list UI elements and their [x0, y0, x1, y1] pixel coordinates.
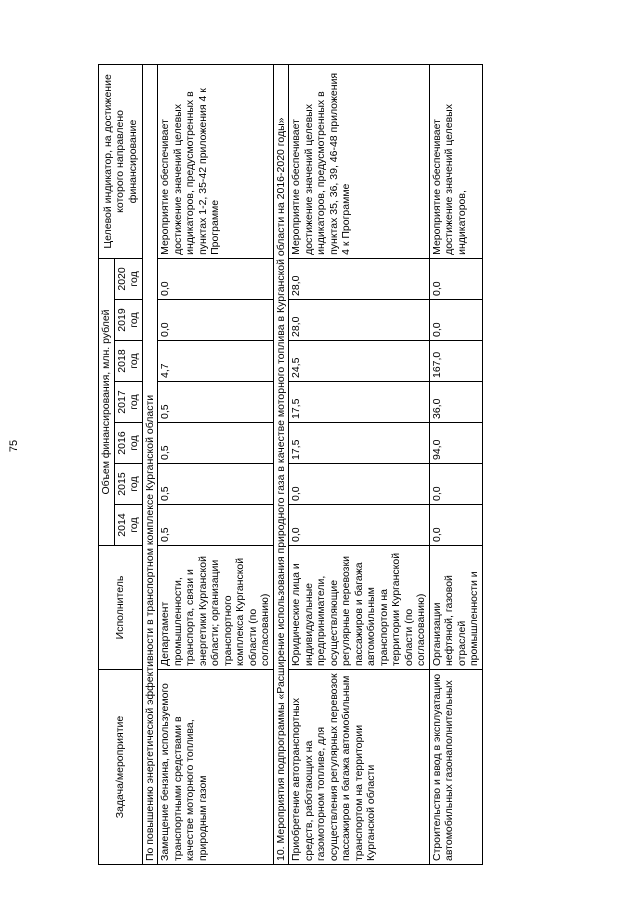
header-year: 2020 год	[114, 258, 142, 299]
value-cell: 0,0	[158, 258, 274, 299]
target-cell: Мероприятие обеспечивает достижение значений целевых индикаторов, предусмотренных в пунктах 35, 36, 39, 46-48 приложения 4 к Программе	[289, 64, 430, 258]
value-cell: 0,0	[429, 258, 482, 299]
header-task: Задача/мероприятие	[99, 670, 143, 865]
target-cell: Мероприятие обеспечивает достижение значений целевых индикаторов, предусмотренных в пунктах 1-2, 35-42 приложения 4 к Программе	[158, 64, 274, 258]
task-cell: Приобретение автотранспортных средств, работающих на газомоторном топливе, для осуществления регулярных перевозок пассажиров и багажа автомобильным транспортом на территории Курганской области	[289, 670, 430, 865]
header-year: 2018 год	[114, 341, 142, 382]
header-year: 2014 год	[114, 505, 142, 546]
header-year: 2017 год	[114, 382, 142, 423]
value-cell: 0,5	[158, 464, 274, 505]
value-cell: 0,0	[289, 464, 430, 505]
value-cell: 0,0	[289, 505, 430, 546]
header-executor: Исполнитель	[99, 546, 143, 670]
value-cell: 0,5	[158, 423, 274, 464]
header-year: 2019 год	[114, 300, 142, 341]
value-cell: 0,5	[158, 382, 274, 423]
header-year: 2015 год	[114, 464, 142, 505]
table-row	[429, 64, 482, 864]
value-cell: 17,5	[289, 382, 430, 423]
value-cell: 28,0	[289, 300, 430, 341]
header-financing: Объем финансирования, млн. рублей	[99, 258, 115, 545]
section-title: 10. Мероприятия подпрограммы «Расширение использования природного газа в качестве моторного топлива в Курганской области на 2016-2020 годы»	[273, 64, 289, 864]
value-cell: 0,0	[158, 300, 274, 341]
table-row	[158, 64, 274, 864]
page-number: 75	[8, 439, 20, 453]
section-row	[273, 64, 289, 864]
section-row	[142, 64, 158, 864]
executor-cell: Организации нефтяной, газовой отраслей промышленности и	[429, 546, 482, 670]
value-cell: 0,0	[429, 464, 482, 505]
header-target: Целевой индикатор, на достижение которого направлено финансирование	[99, 64, 143, 258]
value-cell: 28,0	[289, 258, 430, 299]
value-cell: 0,5	[158, 505, 274, 546]
header-year: 2016 год	[114, 423, 142, 464]
executor-cell: Юридические лица и индивидуальные предприниматели, осуществляющие регулярные перевозки пассажиров и багажа автомобильным транспортом на территории Курганской области (по согласованию)	[289, 546, 430, 670]
executor-cell: Департамент промышленности, транспорта, связи и энергетики Курганской области; организации транспортного комплекса Курганской области (по согласованию)	[158, 546, 274, 670]
financing-table	[98, 64, 483, 865]
value-cell: 167,0	[429, 341, 482, 382]
value-cell: 4,7	[158, 341, 274, 382]
section-title: По повышению энергетической эффективности в транспортном комплексе Курганской области	[142, 64, 158, 864]
value-cell: 36,0	[429, 382, 482, 423]
table-row	[289, 64, 430, 864]
target-cell: Мероприятие обеспечивает достижение значений целевых индикаторов,	[429, 64, 482, 258]
value-cell: 0,0	[429, 300, 482, 341]
value-cell: 24,5	[289, 341, 430, 382]
task-cell: Строительство и ввод в эксплуатацию автомобильных газонаполнительных	[429, 670, 482, 865]
value-cell: 94,0	[429, 423, 482, 464]
task-cell: Замещение бензина, используемого транспортными средствами в качестве моторного топлива, природным газом	[158, 670, 274, 865]
value-cell: 17,5	[289, 423, 430, 464]
value-cell: 0,0	[429, 505, 482, 546]
